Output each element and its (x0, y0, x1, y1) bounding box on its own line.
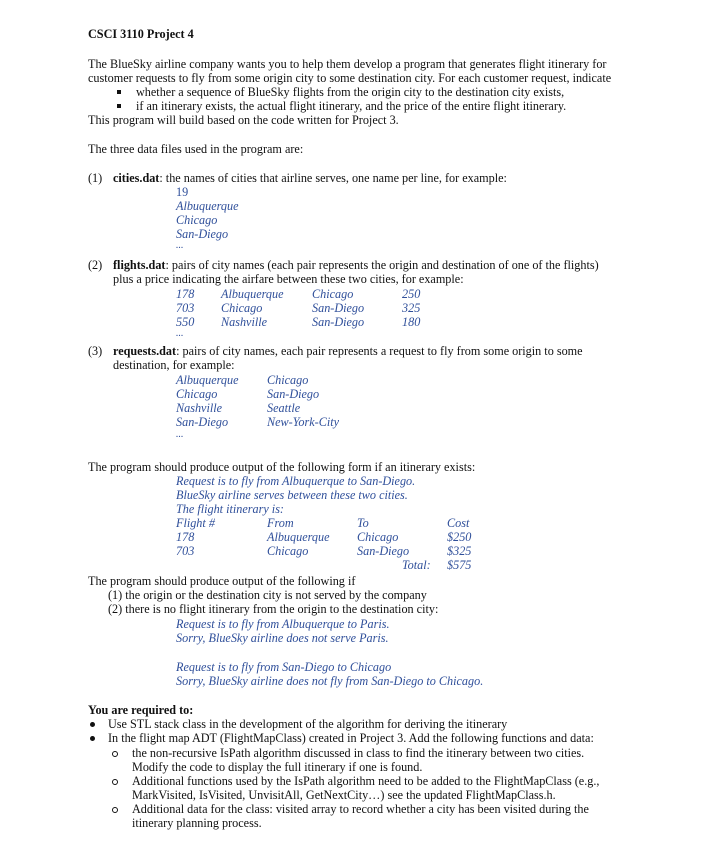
requests-desc (113, 344, 583, 358)
output-fail-example-2-line-1: Request is to fly from San-Diego to Chicago (176, 660, 392, 674)
city-item: San-Diego (176, 227, 229, 241)
required-sub-1-line-1: the non-recursive IsPath algorithm discussed in class to find the itinerary between two cities. (132, 746, 585, 760)
itinerary-total-label: Total: (402, 558, 431, 572)
bullet-icon (90, 736, 95, 741)
flight-row-id: 178 (176, 287, 195, 301)
flight-row-price: 325 (402, 301, 421, 315)
itinerary-total-value: $575 (447, 558, 472, 572)
bullet-icon (117, 104, 121, 108)
requests-ellipsis: ... (176, 429, 184, 440)
request-row-to: New-York-City (267, 415, 339, 429)
flight-row-to: San-Diego (312, 301, 365, 315)
flights-num: (2) (88, 258, 103, 272)
cities-num: (1) (88, 171, 103, 185)
required-sub-2-line-2: MarkVisited, IsVisited, UnvisitAll, GetNextCity…) see the updated FlightMapClass.h. (132, 788, 556, 802)
flight-row-from: Chicago (221, 301, 263, 315)
bullet-icon (117, 90, 121, 94)
request-row-from: Albuquerque (176, 373, 239, 387)
required-heading: You are required to: (88, 703, 194, 717)
output-exists-line-1: Request is to fly from Albuquerque to San-Diego. (176, 474, 416, 488)
cities-description: : the names of cities that airline serves, one name per line, for example: (159, 171, 507, 185)
flights-desc (113, 258, 599, 272)
sub-bullet-icon (112, 807, 118, 813)
requests-description-1: : pairs of city names, each pair represents a request to fly from some origin to some (176, 344, 583, 358)
requests-num: (3) (88, 344, 103, 358)
sub-bullet-icon (112, 751, 118, 757)
intro-line-2: customer requests to fly from some origin city to some destination city. For each customer request, indicate (88, 71, 612, 85)
request-row-from: San-Diego (176, 415, 229, 429)
cities-desc (113, 171, 507, 185)
output-exists-line-2: BlueSky airline serves between these two cities. (176, 488, 408, 502)
flight-row-price: 180 (402, 315, 421, 329)
flights-ellipsis: ... (176, 328, 184, 339)
output-fail-condition-1: (1) the origin or the destination city is not served by the company (108, 588, 427, 602)
itinerary-row-to: Chicago (357, 530, 399, 544)
required-sub-3-line-1: Additional data for the class: visited array to record whether a city has been visited during the (132, 802, 589, 816)
required-sub-1-line-2: Modify the code to display the full itinerary if one is found. (132, 760, 423, 774)
output-fail-example-1-line-1: Request is to fly from Albuquerque to Paris. (176, 617, 390, 631)
flight-row-id: 550 (176, 315, 195, 329)
intro-line-3: This program will build based on the code written for Project 3. (88, 113, 399, 127)
itinerary-row-from: Chicago (267, 544, 309, 558)
data-files-heading: The three data files used in the program are: (88, 142, 304, 156)
request-row-to: San-Diego (267, 387, 320, 401)
city-item: Albuquerque (176, 199, 239, 213)
flight-row-to: San-Diego (312, 315, 365, 329)
flights-filename: flights.dat (113, 258, 166, 272)
itinerary-row-flight: 178 (176, 530, 195, 544)
itinerary-row-from: Albuquerque (267, 530, 330, 544)
city-item: Chicago (176, 213, 218, 227)
intro-line-1: The BlueSky airline company wants you to help them develop a program that generates flight itinerary for (88, 57, 607, 71)
flight-row-to: Chicago (312, 287, 354, 301)
output-fail-condition-2: (2) there is no flight itinerary from the origin to the destination city: (108, 602, 439, 616)
required-sub-2-line-1: Additional functions used by the IsPath algorithm need to be added to the FlightMapClass (e.g., (132, 774, 600, 788)
cities-ellipsis: ... (176, 240, 184, 251)
required-sub-3-line-2: itinerary planning process. (132, 816, 262, 830)
cities-filename: cities.dat (113, 171, 160, 185)
request-row-from: Nashville (176, 401, 223, 415)
itinerary-header-from: From (267, 516, 294, 530)
flight-row-id: 703 (176, 301, 195, 315)
itinerary-row-cost: $250 (447, 530, 472, 544)
itinerary-header-to: To (357, 516, 369, 530)
intro-bullet-1: whether a sequence of BlueSky flights from the origin city to the destination city exists, (136, 85, 565, 99)
required-item-1: Use STL stack class in the development of the algorithm for deriving the itinerary (108, 717, 508, 731)
itinerary-header-cost: Cost (447, 516, 470, 530)
itinerary-row-flight: 703 (176, 544, 195, 558)
flights-description-2: plus a price indicating the airfare between these two cities, for example: (113, 272, 464, 286)
itinerary-row-cost: $325 (447, 544, 472, 558)
output-fail-example-1-line-2: Sorry, BlueSky airline does not serve Paris. (176, 631, 389, 645)
request-row-to: Seattle (267, 401, 301, 415)
output-fail-heading: The program should produce output of the following if (88, 574, 356, 588)
flights-description-1: : pairs of city names (each pair represents the origin and destination of one of the flights) (165, 258, 599, 272)
itinerary-header-flight: Flight # (176, 516, 215, 530)
required-item-2: In the flight map ADT (FlightMapClass) created in Project 3. Add the following functions and data: (108, 731, 594, 745)
flight-row-from: Nashville (221, 315, 268, 329)
request-row-to: Chicago (267, 373, 309, 387)
bullet-icon (90, 722, 95, 727)
cities-count: 19 (176, 185, 189, 199)
itinerary-row-to: San-Diego (357, 544, 410, 558)
page-title: CSCI 3110 Project 4 (88, 27, 194, 41)
requests-description-2: destination, for example: (113, 358, 235, 372)
intro-bullet-2: if an itinerary exists, the actual flight itinerary, and the price of the entire flight itinerary. (136, 99, 567, 113)
output-fail-example-2-line-2: Sorry, BlueSky airline does not fly from San-Diego to Chicago. (176, 674, 484, 688)
flight-row-from: Albuquerque (221, 287, 284, 301)
output-exists-line-3: The flight itinerary is: (176, 502, 284, 516)
output-exists-heading: The program should produce output of the following form if an itinerary exists: (88, 460, 476, 474)
sub-bullet-icon (112, 779, 118, 785)
flight-row-price: 250 (402, 287, 421, 301)
requests-filename: requests.dat (113, 344, 177, 358)
request-row-from: Chicago (176, 387, 218, 401)
